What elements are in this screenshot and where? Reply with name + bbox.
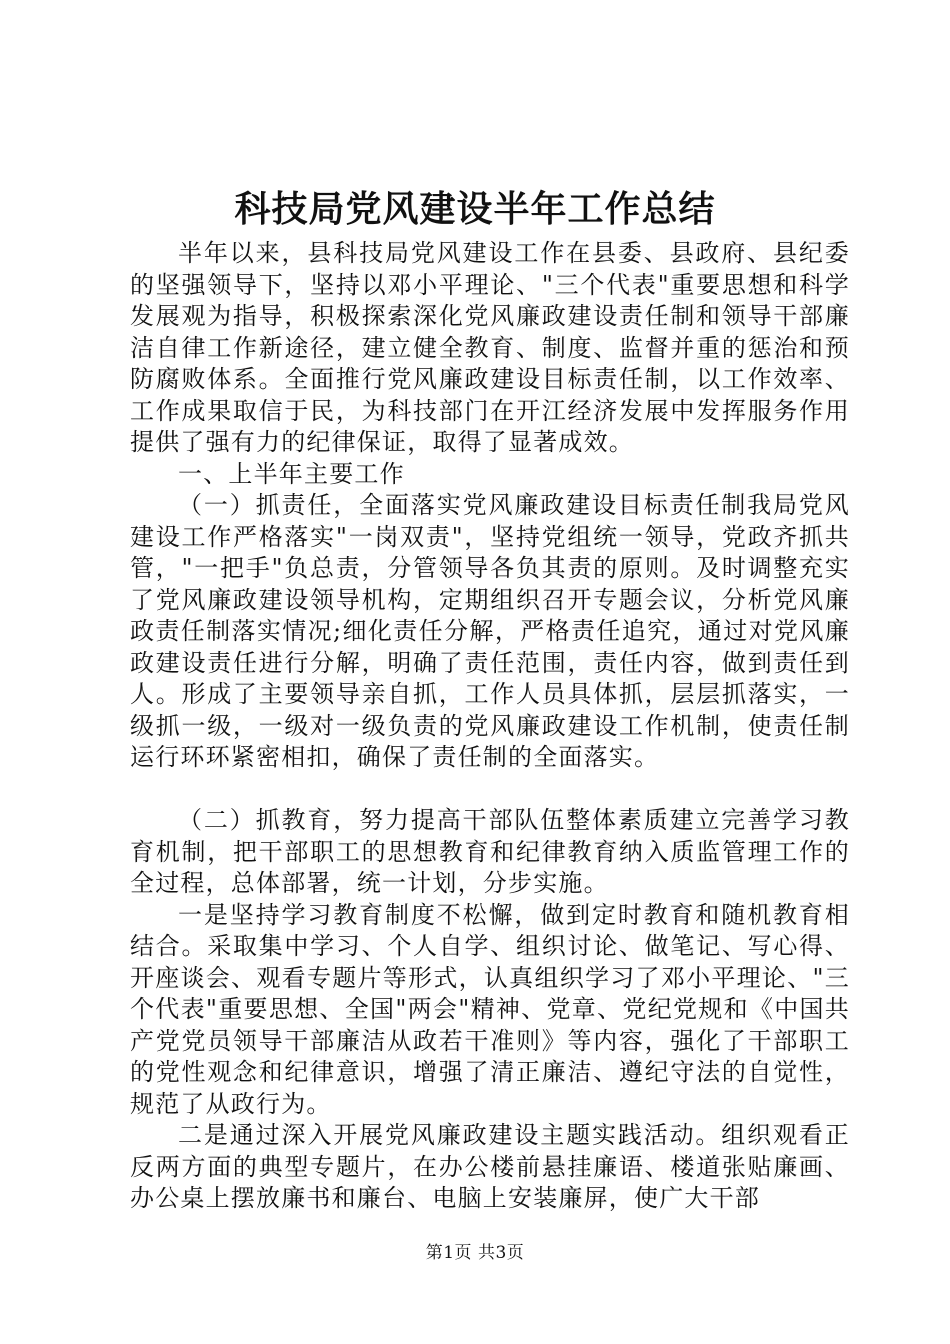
page-footer: 第1页 共3页 (425, 1243, 525, 1263)
document-body (130, 238, 850, 1215)
intro-paragraph: 半年以来，县科技局党风建设工作在县委、县政府、县纪委的坚强领导下，坚持以邓小平理论、"三个代表"重要思想和科学发展观为指导，积极探索深化党风廉政建设责任制和领导干部廉洁自律工作新途径，建立健全教育、制度、监督并重的惩治和预防腐败体系。全面推行党风廉政建设目标责任制，以工作效率、工作成果取信于民，为科技部门在开江经济发展中发挥服务作用提供了强有力的纪律保证，取得了显著成效。 (130, 239, 850, 456)
section-heading: 一、上半年主要工作 (178, 459, 405, 488)
point-two-paragraph: 二是通过深入开展党风廉政建设主题实践活动。组织观看正反两方面的典型专题片，在办公楼前悬挂廉语、楼道张贴廉画、办公桌上摆放廉书和廉台、电脑上安装廉屏，使广大干部 (130, 1121, 850, 1212)
subsection-education-paragraph: （二）抓教育，努力提高干部队伍整体素质建立完善学习教育机制，把干部职工的思想教育和纪律教育纳入质监管理工作的全过程，总体部署，统一计划，分步实施。 (130, 806, 850, 897)
subsection-responsibility-paragraph: （一）抓责任，全面落实党风廉政建设目标责任制我局党风建设工作严格落实"一岗双责"，坚持党组统一领导，党政齐抓共管，"一把手"负总责，分管领导各负其责的原则。及时调整充实了党风廉政建设领导机构，定期组织召开专题会议，分析党风廉政责任制落实情况;细化责任分解，严格责任追究，通过对党风廉政建设责任进行分解，明确了责任范围，责任内容，做到责任到人。形成了主要领导亲自抓，工作人员具体抓，层层抓落实，一级抓一级，一级对一级负责的党风廉政建设工作机制，使责任制运行环环紧密相扣，确保了责任制的全面落实。 (130, 491, 850, 771)
point-one-paragraph: 一是坚持学习教育制度不松懈，做到定时教育和随机教育相结合。采取集中学习、个人自学、组织讨论、做笔记、写心得、开座谈会、观看专题片等形式，认真组织学习了邓小平理论、"三个代表"重要思想、全国"两会"精神、党章、党纪党规和《中国共产党党员领导干部廉洁从政若干准则》等内容，强化了干部职工的党性观念和纪律意识，增强了清正廉洁、遵纪守法的自觉性，规范了从政行为。 (130, 900, 850, 1118)
document-title: 科技局党风建设半年工作总结 (234, 188, 716, 230)
